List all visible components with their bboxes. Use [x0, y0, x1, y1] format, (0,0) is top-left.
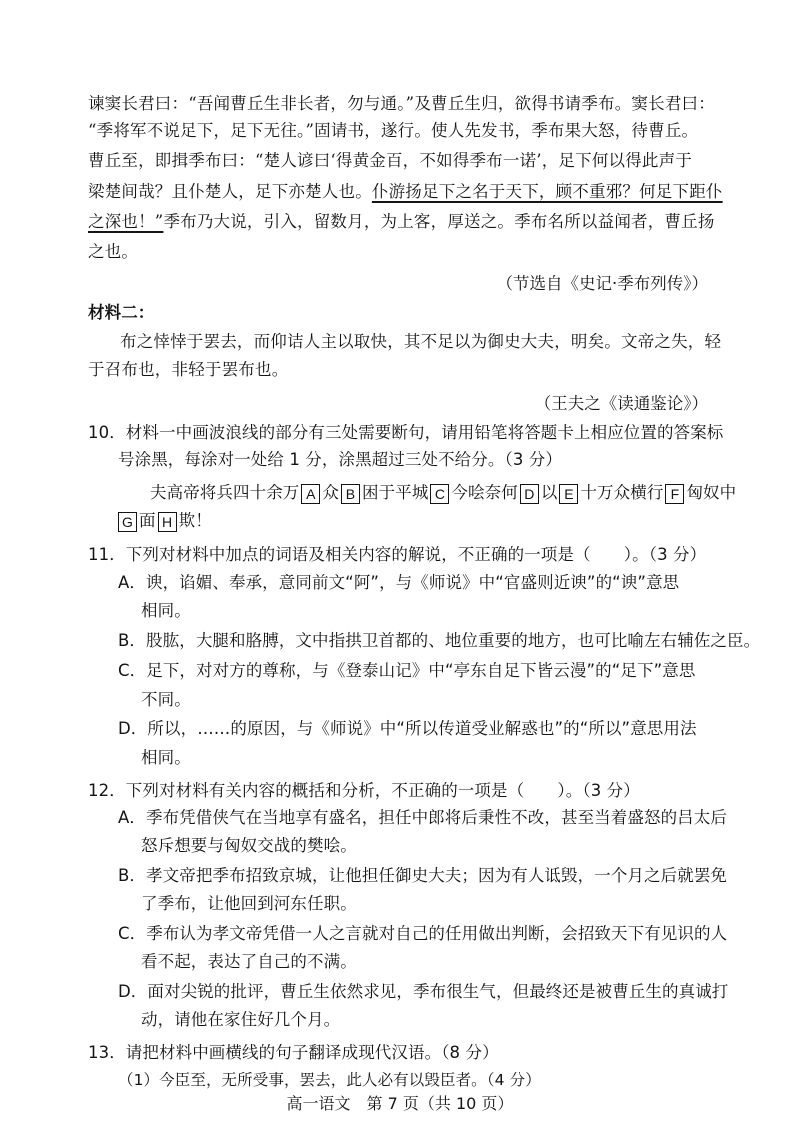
material1-line-5 — [88, 210, 715, 234]
q10-answer-box-b[interactable]: B — [341, 484, 360, 504]
q12-option-d-cont: 动，请他在家住好几个月。 — [141, 1010, 341, 1029]
q10-sentence-line-1 — [150, 481, 736, 505]
q11-stem: 11．下列对材料中加点的词语及相关内容的解说，不正确的一项是（ ）。（3 分） — [88, 545, 707, 564]
q10-answer-box-g[interactable]: G — [118, 512, 137, 532]
material1-line-4 — [88, 180, 723, 204]
q11-option-d-cont: 相同。 — [141, 748, 191, 767]
material1-line-2: “季将军不说足下，足下无往。”固请书，遂行。使人先发书，季布果大怒，待曹丘。 — [88, 121, 699, 140]
q13-sentence-1: （1）今臣至，无所受事，罢去，此人必有以毁臣者。（4 分） — [118, 1071, 541, 1089]
q10-segment: 今哙奈何 — [451, 483, 518, 502]
q10-answer-box-f[interactable]: F — [665, 484, 684, 504]
q10-stem-line-1: 10．材料一中画波浪线的部分有三处需要断句，请用铅笔将答题卡上相应位置的答案标 — [88, 423, 724, 442]
q11-option-a-cont: 相同。 — [141, 601, 191, 620]
material2-source: （王夫之《读通鉴论》） — [534, 394, 708, 413]
q10-answer-box-h[interactable]: H — [158, 512, 177, 532]
q10-sentence-line-2 — [118, 509, 212, 533]
q10-segment: 欺！ — [178, 511, 212, 530]
q12-option-a: A．季布凭借侠气在当地享有盛名，担任中郎将后秉性不改，甚至当着盛怒的吕太后 — [118, 808, 727, 827]
q10-answer-box-a[interactable]: A — [301, 484, 320, 504]
q12-option-a-cont: 怒斥想要与匈奴交战的樊哙。 — [141, 836, 357, 855]
material1-source: （节选自《史记·季布列传》） — [496, 274, 708, 293]
q12-option-b-cont: 了季布，让他回到河东任职。 — [141, 894, 357, 913]
q11-option-a: A．谀，谄媚、奉承，意同前文“阿”，与《师说》中“官盛则近谀”的“谀”意思 — [118, 573, 680, 592]
underlined-sentence-part1: 仆游扬足下之名于天下，顾不重邪？何足下距仆 — [371, 182, 723, 201]
page-footer: 高一语文 第 7 页（共 10 页） — [286, 1094, 514, 1113]
underlined-sentence-part2: 之深也！” — [88, 212, 164, 231]
q10-answer-box-d[interactable]: D — [520, 484, 539, 504]
q12-option-d: D．面对尖锐的批评，曹丘生依然求见，季布很生气，但最终还是被曹丘生的真诚打 — [118, 982, 729, 1001]
q12-option-c: C．季布认为孝文帝凭借一人之言就对自己的任用做出判断，会招致天下有见识的人 — [118, 924, 728, 943]
q11-option-c-cont: 不同。 — [141, 690, 191, 709]
q10-segment: 面 — [139, 511, 156, 530]
material1-line-3: 曹丘至，即揖季布曰：“楚人谚曰‘得黄金百，不如得季布一诺’，足下何以得此声于 — [88, 151, 693, 170]
q12-stem: 12．下列对材料有关内容的概括和分析，不正确的一项是（ ）。（3 分） — [88, 781, 640, 800]
q13-stem: 13．请把材料中画横线的句子翻译成现代汉语。（8 分） — [88, 1043, 499, 1062]
q10-segment: 以 — [540, 483, 558, 502]
q12-option-b: B．孝文帝把季布招致京城，让他担任御史大夫；因为有人诋毁，一个月之后就罢免 — [118, 866, 728, 885]
q10-segment: 困于平城 — [362, 483, 429, 502]
material1-line-5-plain: 季布乃大说，引入，留数月，为上客，厚送之。季布名所以益闻者，曹丘扬 — [163, 212, 715, 231]
q11-option-b: B．股肱，大腿和胳膊，文中指拱卫首都的、地位重要的地方，也可比喻左右辅佐之臣。 — [118, 631, 761, 650]
material2-line-1: 布之悻悻于罢去，而仰诘人主以取快，其不足以为御史大夫，明矣。文帝之失，轻 — [120, 332, 722, 351]
material2-heading: 材料二： — [88, 303, 155, 322]
q10-segment: 众 — [322, 483, 340, 502]
q10-segment: 匈奴中 — [686, 483, 737, 502]
material2-line-2: 于召布也，非轻于罢布也。 — [88, 360, 289, 379]
q10-segment: 夫高帝将兵四十余万 — [150, 483, 300, 502]
q10-answer-box-e[interactable]: E — [559, 484, 578, 504]
q10-stem-line-2: 号涂黑，每涂对一处给 1 分，涂黑超过三处不给分。（3 分） — [118, 450, 562, 469]
q10-segment: 十万众横行 — [580, 483, 664, 502]
material1-line-4-plain: 梁楚间哉？且仆楚人，足下亦楚人也。 — [88, 182, 372, 201]
q11-option-d: D．所以，……的原因，与《师说》中“所以传道受业解惑也”的“所以”意思用法 — [118, 719, 697, 738]
q11-option-c: C．足下，对对方的尊称，与《登泰山记》中“亭东自足下皆云漫”的“足下”意思 — [118, 661, 696, 680]
material1-line-6: 之也。 — [88, 242, 139, 261]
q12-option-c-cont: 看不起，表达了自己的不满。 — [141, 952, 357, 971]
material1-line-1: 谏窦长君曰：“吾闻曹丘生非长者，勿与通。”及曹丘生归，欲得书请季布。窦长君曰： — [88, 94, 715, 113]
q10-answer-box-c[interactable]: C — [430, 484, 449, 504]
